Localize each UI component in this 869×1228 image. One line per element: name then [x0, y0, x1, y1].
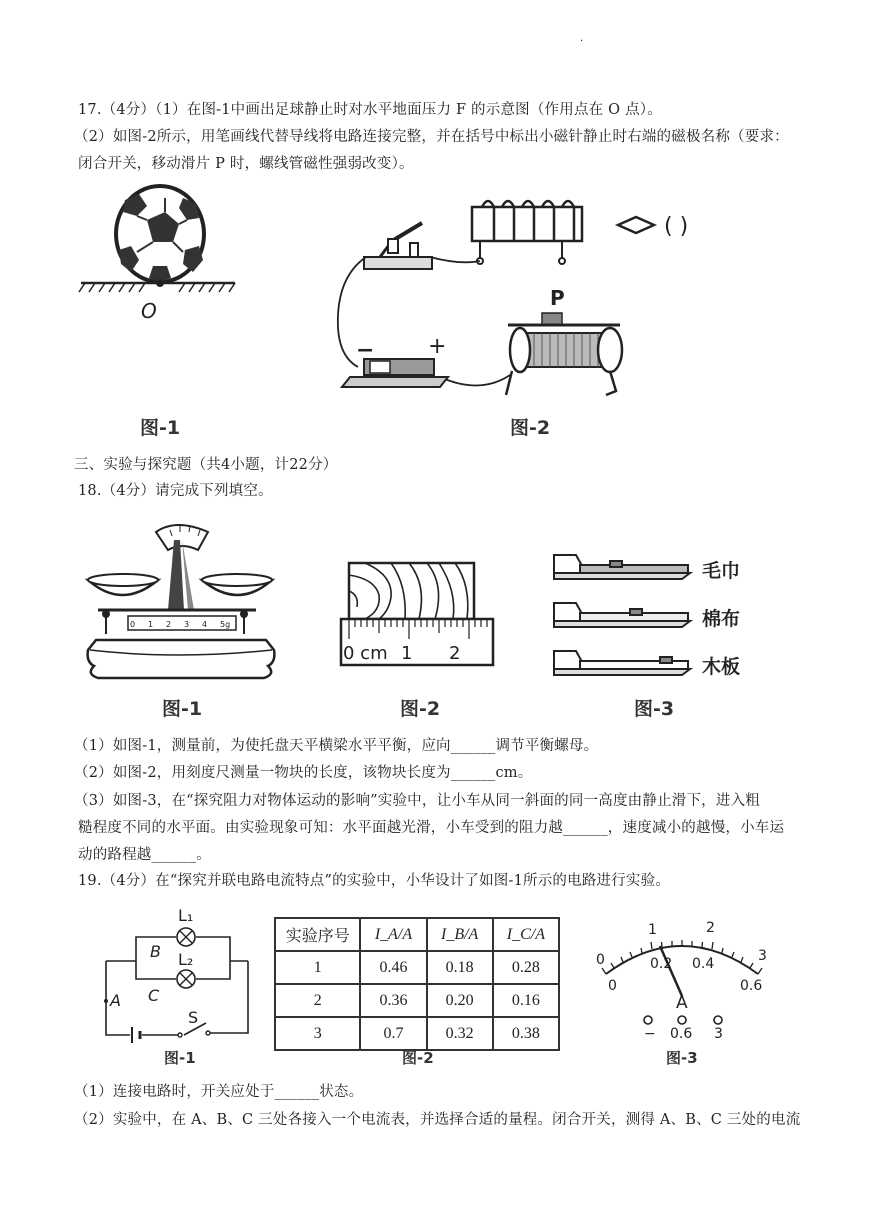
balance-tick-4: 4 — [202, 620, 208, 629]
q19-circuit-figure — [92, 905, 262, 1050]
q19-data-table — [274, 917, 560, 1051]
circuit-l2: L₂ — [178, 950, 194, 969]
ruler-label-0cm: 0 cm — [343, 643, 388, 664]
table-cell: 2 — [275, 984, 360, 1017]
q18-caption-3: 图-3 — [634, 698, 675, 720]
balance-tick-2: 2 — [166, 620, 172, 629]
q18-caption-1: 图-1 — [162, 698, 203, 720]
meter-bottom-0.2: 0.2 — [650, 956, 673, 972]
q19-caption-2: 图-2 — [402, 1049, 434, 1067]
q17-line3: 闭合开关，移动滑片 P 时，螺线管磁性强弱改变）。 — [78, 156, 414, 172]
q19-caption-3: 图-3 — [666, 1049, 698, 1067]
meter-top-1: 1 — [648, 922, 657, 938]
table-cell: 0.18 — [427, 951, 493, 984]
balance-tick-1: 1 — [148, 620, 154, 629]
q18-part3-a: （3）如图-3，在“探究阻力对物体运动的影响”实验中，让小车从同一斜面的同一高度由静止滑下，进入粗 — [74, 793, 760, 809]
q17-line2: （2）如图-2所示，用笔画线代替导线将电路连接完整，并在括号中标出小磁针静止时右端的磁极名称（要求： — [74, 129, 789, 145]
meter-unit: A — [676, 993, 688, 1013]
table-row — [275, 984, 559, 1017]
q19-caption-1: 图-1 — [164, 1049, 196, 1067]
section-3-heading: 三、实验与探究题（共4小题，计22分） — [74, 457, 338, 473]
q18-balance-figure — [76, 510, 286, 690]
meter-terminal-0.6: 0.6 — [670, 1026, 693, 1042]
compass-pole-paren: ( ) — [664, 214, 689, 239]
meter-terminal-minus: − — [644, 1026, 656, 1042]
ruler-label-2: 2 — [449, 643, 461, 664]
table-cell: 1 — [275, 951, 360, 984]
q17-point-o: O — [141, 299, 157, 323]
table-cell: 0.7 — [360, 1017, 426, 1050]
balance-tick-5g: 5g — [220, 620, 231, 629]
q18-part3-b: 糙程度不同的水平面。由实验现象可知：水平面越光滑，小车受到的阻力越______，速度减小的越慢，小车运 — [78, 820, 785, 836]
q18-ramps-figure — [550, 545, 760, 685]
q19-part1: （1）连接电路时，开关应处于______状态。 — [74, 1084, 364, 1100]
table-cell: 0.20 — [427, 984, 493, 1017]
surface-cotton: 棉布 — [702, 608, 741, 630]
table-header: I_A/A — [360, 918, 426, 951]
battery-plus: + — [428, 334, 447, 359]
table-row — [275, 951, 559, 984]
circuit-l1: L₁ — [178, 906, 194, 925]
q19-part2: （2）实验中，在 A、B、C 三处各接入一个电流表，并选择合适的量程。闭合开关，测得 A、B、C 三处的电流 — [74, 1112, 801, 1128]
ruler-label-1: 1 — [401, 643, 413, 664]
table-cell: 0.32 — [427, 1017, 493, 1050]
q17-caption-1: 图-1 — [140, 417, 181, 439]
balance-tick-0: 0 — [130, 620, 136, 629]
q18-intro: 18.（4分）请完成下列填空。 — [78, 483, 273, 499]
circuit-a: A — [110, 991, 121, 1010]
meter-top-3: 3 — [758, 948, 767, 964]
q18-part3-c: 动的路程越______。 — [78, 847, 211, 863]
table-cell: 0.28 — [493, 951, 559, 984]
q18-part2: （2）如图-2，用刻度尺测量一物块的长度，该物块长度为______cm。 — [74, 765, 533, 781]
table-header: I_B/A — [427, 918, 493, 951]
circuit-c: C — [148, 986, 160, 1005]
table-cell: 0.36 — [360, 984, 426, 1017]
q17-line1: 17.（4分）（1）在图-1中画出足球静止时对水平地面压力 F 的示意图（作用点在 O 点）。 — [78, 102, 662, 118]
q18-part1: （1）如图-1，测量前，为使托盘天平横梁水平平衡，应向______调节平衡螺母。 — [74, 738, 599, 754]
q18-ruler-figure — [335, 555, 500, 675]
table-row — [275, 1017, 559, 1050]
surface-board: 木板 — [702, 656, 741, 678]
q17-caption-2: 图-2 — [510, 417, 551, 439]
balance-tick-3: 3 — [184, 620, 190, 629]
meter-bottom-0: 0 — [608, 978, 617, 994]
slider-p-label: P — [550, 286, 565, 310]
battery-minus: − — [356, 338, 375, 363]
header-dot: · — [580, 36, 584, 47]
q19-ammeter-figure — [590, 912, 780, 1042]
table-header: 实验序号 — [275, 918, 360, 951]
q17-football-figure — [75, 180, 245, 330]
table-cell: 0.16 — [493, 984, 559, 1017]
meter-top-0: 0 — [596, 952, 605, 968]
meter-top-2: 2 — [706, 920, 715, 936]
circuit-s: S — [188, 1008, 199, 1027]
table-header: I_C/A — [493, 918, 559, 951]
circuit-b: B — [150, 942, 161, 961]
meter-terminal-3: 3 — [714, 1026, 723, 1042]
table-cell: 3 — [275, 1017, 360, 1050]
meter-bottom-0.4: 0.4 — [692, 956, 715, 972]
table-header-row — [275, 918, 559, 951]
table-cell: 0.46 — [360, 951, 426, 984]
q18-caption-2: 图-2 — [400, 698, 441, 720]
meter-bottom-0.6: 0.6 — [740, 978, 763, 994]
surface-towel: 毛巾 — [702, 560, 741, 582]
table-cell: 0.38 — [493, 1017, 559, 1050]
q17-circuit-figure — [330, 195, 750, 410]
q19-intro: 19.（4分）在“探究并联电路电流特点”的实验中，小华设计了如图-1所示的电路进行实验。 — [78, 873, 671, 889]
